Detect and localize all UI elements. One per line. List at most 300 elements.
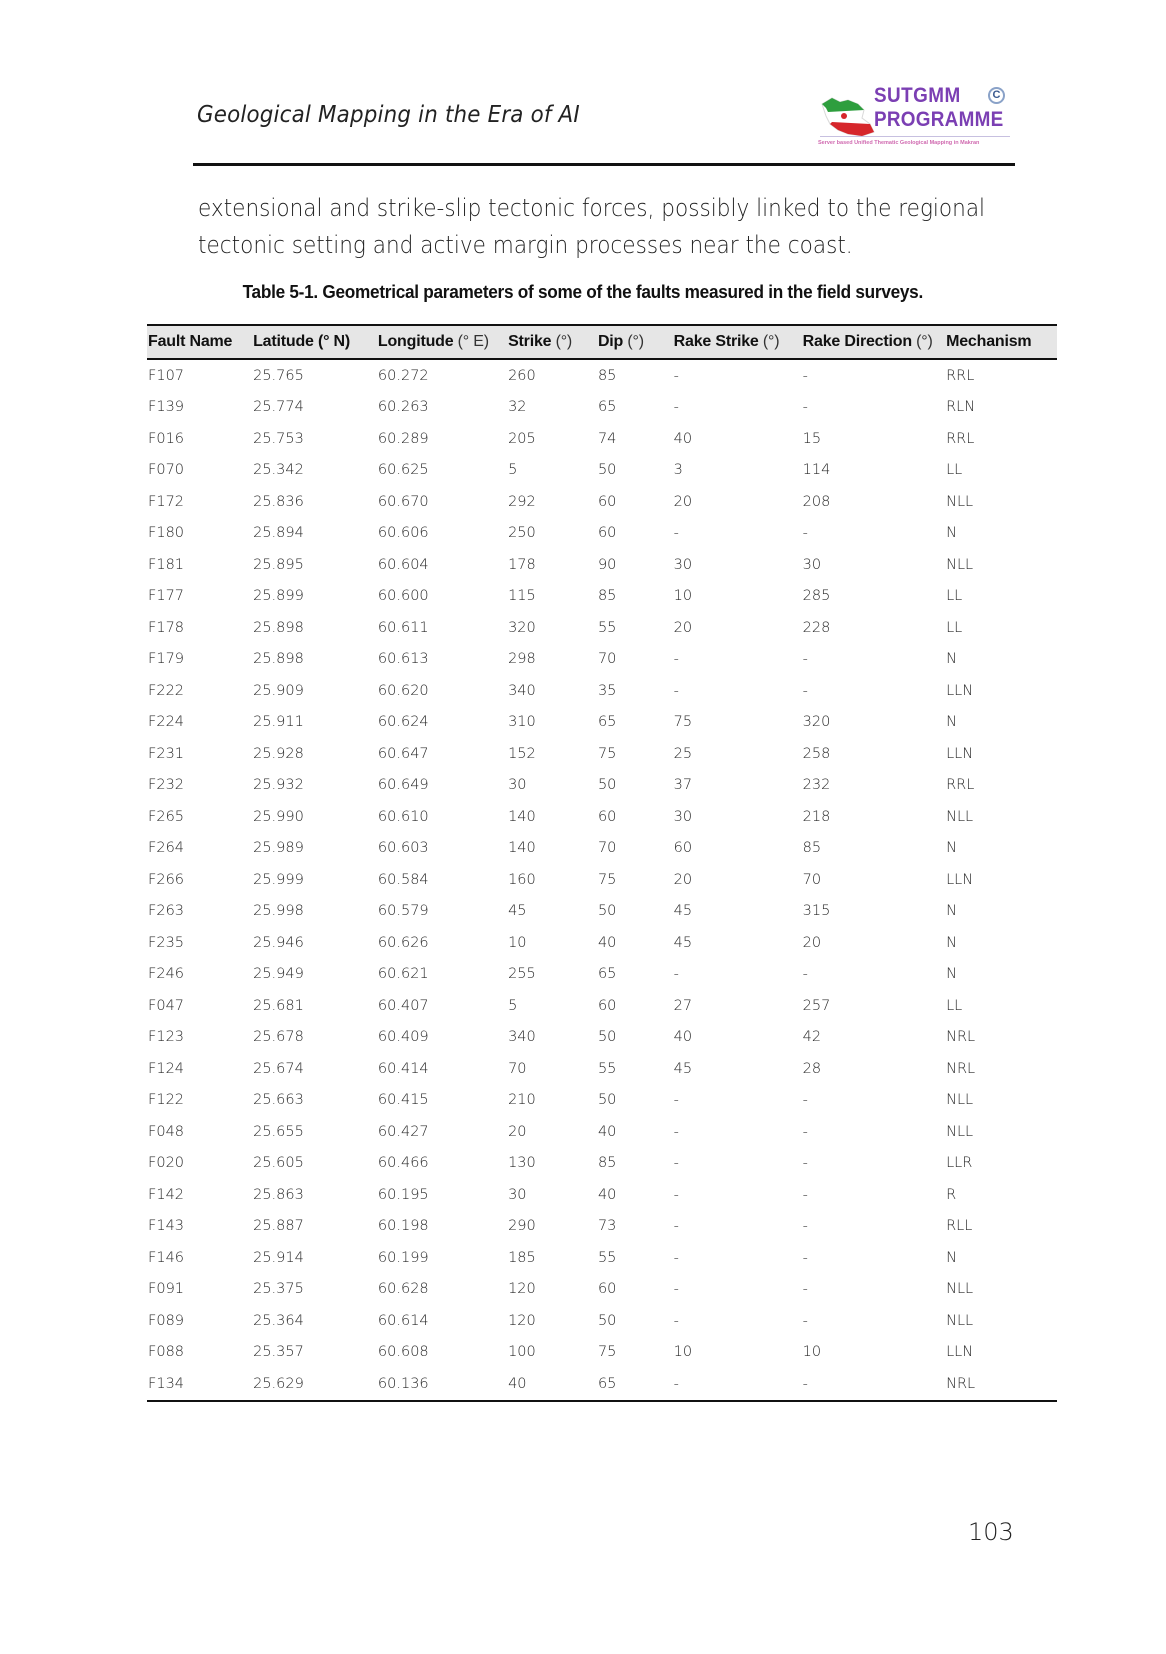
cell-longitude: 60.584 [377,871,429,888]
cell-dip: 60 [597,808,617,825]
cell-rake-direction: 15 [802,430,822,447]
cell-mechanism: NLL [946,493,974,510]
cell-latitude: 25.946 [253,934,304,951]
cell-rake-direction: - [802,1186,808,1203]
column-header: Mechanism [945,325,1057,359]
cell-mechanism: NLL [946,1123,974,1140]
cell-dip: 75 [597,745,617,762]
iran-flag-map-icon [818,94,876,138]
cell-strike: 10 [508,934,527,951]
cell-longitude: 60.647 [377,745,429,762]
cell-rake-strike: 20 [673,493,693,510]
cell-latitude: 25.898 [253,619,304,636]
cell-rake-direction: - [802,651,808,668]
cell-latitude: 25.914 [253,1249,304,1266]
cell-longitude: 60.136 [377,1368,507,1401]
cell-rake-direction: 315 [802,903,831,920]
table-row [147,675,1057,707]
cell-dip: 65 [597,1368,673,1401]
table-header-row [147,325,1057,359]
cell-latitude: 25.989 [253,840,304,857]
cell-fault-name: F235 [148,934,185,951]
cell-strike: 340 [508,682,536,699]
logo-tagline: Server based Unified Thematic Geological Mapping in Makran [818,140,980,146]
cell-rake-strike: 30 [673,808,693,825]
table-row [147,801,1057,833]
cell-fault-name: F088 [148,1344,185,1361]
cell-rake-strike: - [673,1249,679,1266]
cell-rake-strike: - [673,399,679,416]
cell-fault-name: F266 [148,871,185,888]
column-header: Longitude (° E) [377,325,507,359]
cell-rake-direction: - [802,1092,808,1109]
cell-fault-name: F123 [148,1029,185,1046]
table-row [147,359,1057,392]
cell-rake-strike: 40 [673,1029,693,1046]
cell-rake-strike: 45 [673,1060,693,1077]
logo-badge-icon: C [988,87,1005,104]
table-row [147,1022,1057,1054]
cell-longitude: 60.409 [377,1029,429,1046]
cell-mechanism: N [946,714,957,731]
cell-latitude: 25.895 [253,556,304,573]
cell-rake-strike: - [673,1092,679,1109]
cell-rake-direction: - [802,1155,808,1172]
cell-mechanism: N [946,966,957,983]
cell-strike: 140 [508,808,536,825]
cell-rake-strike: 37 [673,777,693,794]
cell-rake-direction: 114 [802,462,831,479]
cell-dip: 50 [597,903,617,920]
cell-rake-direction: - [802,1218,808,1235]
cell-mechanism: NLL [946,556,974,573]
cell-latitude: 25.765 [253,367,304,384]
cell-longitude: 60.613 [377,651,429,668]
cell-latitude: 25.629 [252,1368,377,1401]
table-body [147,359,1057,1401]
cell-rake-direction: 10 [802,1344,822,1361]
cell-longitude: 60.606 [377,525,429,542]
header-rule [193,163,1015,166]
cell-strike: 32 [508,399,527,416]
cell-fault-name: F263 [148,903,185,920]
cell-dip: 55 [597,619,617,636]
cell-mechanism: NLL [946,1312,974,1329]
cell-fault-name: F179 [148,651,185,668]
cell-rake-strike: 45 [673,903,693,920]
cell-latitude: 25.364 [253,1312,304,1329]
cell-mechanism: N [946,525,957,542]
cell-dip: 35 [597,682,617,699]
cell-fault-name: F178 [148,619,185,636]
cell-strike: 40 [507,1368,597,1401]
cell-latitude: 25.998 [253,903,304,920]
sutgmm-logo [818,84,1014,156]
cell-dip: 55 [597,1060,617,1077]
cell-latitude: 25.357 [253,1344,304,1361]
cell-strike: 178 [508,556,536,573]
cell-rake-strike: 10 [673,1344,693,1361]
cell-latitude: 25.836 [253,493,304,510]
cell-rake-direction: - [802,1123,808,1140]
cell-strike: 120 [508,1281,536,1298]
cell-fault-name: F180 [148,525,185,542]
cell-longitude: 60.198 [377,1218,429,1235]
cell-rake-direction: 258 [802,745,831,762]
cell-longitude: 60.427 [377,1123,429,1140]
column-header: Rake Direction (°) [802,325,945,359]
table-caption [0,281,1166,303]
cell-rake-direction: 28 [802,1060,822,1077]
cell-fault-name: F016 [148,430,185,447]
cell-latitude: 25.928 [253,745,304,762]
cell-rake-strike: - [673,1186,679,1203]
cell-strike: 20 [508,1123,527,1140]
cell-fault-name: F122 [148,1092,185,1109]
cell-longitude: 60.603 [377,840,429,857]
cell-dip: 70 [597,651,617,668]
cell-latitude: 25.899 [253,588,304,605]
cell-longitude: 60.626 [377,934,429,951]
cell-rake-direction: 30 [802,556,822,573]
cell-latitude: 25.999 [253,871,304,888]
running-title: Geological Mapping in the Era of AI [197,102,580,128]
cell-longitude: 60.199 [377,1249,429,1266]
cell-rake-strike: - [673,525,679,542]
cell-longitude: 60.628 [377,1281,429,1298]
cell-fault-name: F172 [148,493,185,510]
cell-strike: 250 [508,525,536,542]
body-paragraph [198,190,986,264]
cell-latitude: 25.932 [253,777,304,794]
cell-rake-direction: - [802,682,808,699]
cell-mechanism: LL [946,997,963,1014]
cell-rake-strike: - [673,966,679,983]
table-row [147,1085,1057,1117]
table-row [147,1368,1057,1401]
cell-rake-strike: - [673,1368,802,1401]
cell-rake-direction: 85 [802,840,822,857]
table-row [147,423,1057,455]
cell-dip: 60 [597,493,617,510]
cell-mechanism: RLL [946,1218,973,1235]
cell-rake-strike: 60 [673,840,693,857]
cell-latitude: 25.655 [253,1123,304,1140]
cell-mechanism: N [946,903,957,920]
cell-rake-direction: 20 [802,934,822,951]
cell-rake-direction: 257 [802,997,831,1014]
cell-dip: 60 [597,1281,617,1298]
cell-rake-direction: - [802,399,808,416]
cell-longitude: 60.272 [377,367,429,384]
cell-strike: 320 [508,619,536,636]
cell-rake-strike: - [673,1312,679,1329]
cell-rake-direction: - [802,367,808,384]
cell-fault-name: F246 [148,966,185,983]
table-row [147,896,1057,928]
cell-rake-strike: 20 [673,619,693,636]
column-header: Rake Strike (°) [673,325,802,359]
cell-latitude: 25.894 [253,525,304,542]
cell-dip: 85 [597,588,617,605]
cell-dip: 85 [597,1155,617,1172]
cell-dip: 75 [597,1344,617,1361]
cell-mechanism: LLN [946,682,974,699]
cell-fault-name: F047 [148,997,185,1014]
fault-parameters-table [147,324,1057,1402]
cell-strike: 45 [508,903,527,920]
cell-strike: 70 [508,1060,527,1077]
cell-fault-name: F181 [148,556,185,573]
cell-strike: 115 [508,588,536,605]
cell-longitude: 60.625 [377,462,429,479]
cell-strike: 140 [508,840,536,857]
cell-strike: 298 [508,651,536,668]
cell-rake-strike: - [673,1123,679,1140]
cell-fault-name: F224 [148,714,185,731]
cell-rake-direction: 320 [802,714,831,731]
cell-longitude: 60.610 [377,808,429,825]
cell-strike: 185 [508,1249,536,1266]
cell-dip: 50 [597,1312,617,1329]
cell-strike: 130 [508,1155,536,1172]
cell-latitude: 25.605 [253,1155,304,1172]
cell-dip: 74 [597,430,617,447]
cell-fault-name: F177 [148,588,185,605]
table-row [147,392,1057,424]
cell-rake-strike: 30 [673,556,693,573]
cell-dip: 50 [597,1092,617,1109]
cell-mechanism: N [946,1249,957,1266]
column-header: Dip (°) [597,325,673,359]
cell-dip: 65 [597,714,617,731]
cell-longitude: 60.466 [377,1155,429,1172]
cell-longitude: 60.263 [377,399,429,416]
cell-mechanism: R [946,1186,957,1203]
cell-dip: 50 [597,1029,617,1046]
cell-latitude: 25.753 [253,430,304,447]
cell-latitude: 25.678 [253,1029,304,1046]
table-row [147,612,1057,644]
cell-rake-direction: 218 [802,808,831,825]
cell-mechanism: LL [946,588,963,605]
cell-longitude: 60.620 [377,682,429,699]
cell-dip: 50 [597,777,617,794]
table-row [147,770,1057,802]
cell-dip: 40 [597,1123,617,1140]
table-row [147,1179,1057,1211]
cell-latitude: 25.774 [253,399,304,416]
table-row [147,486,1057,518]
cell-longitude: 60.289 [377,430,429,447]
cell-fault-name: F020 [148,1155,185,1172]
cell-rake-strike: 45 [673,934,693,951]
cell-mechanism: N [946,840,957,857]
cell-dip: 65 [597,399,617,416]
cell-latitude: 25.898 [253,651,304,668]
cell-dip: 50 [597,462,617,479]
table-row [147,644,1057,676]
cell-mechanism: RRL [946,367,975,384]
cell-latitude: 25.674 [253,1060,304,1077]
cell-dip: 73 [597,1218,617,1235]
table-row [147,1242,1057,1274]
cell-dip: 60 [597,525,617,542]
cell-mechanism: N [946,934,957,951]
cell-fault-name: F070 [148,462,185,479]
cell-rake-strike: - [673,367,679,384]
cell-rake-strike: 75 [673,714,693,731]
logo-line2: PROGRAMME [874,108,1004,131]
page-number: 103 [968,1518,1014,1546]
cell-rake-strike: 20 [673,871,693,888]
cell-strike: 5 [508,997,518,1014]
paragraph-line: extensional and strike-slip tectonic forces, possibly linked to the regional [198,194,986,222]
table-row [147,1337,1057,1369]
cell-strike: 255 [508,966,536,983]
cell-longitude: 60.195 [377,1186,429,1203]
table-row [147,1116,1057,1148]
cell-rake-strike: - [673,682,679,699]
table-row [147,549,1057,581]
cell-mechanism: NLL [946,808,974,825]
cell-longitude: 60.611 [377,619,429,636]
paragraph-line: tectonic setting and active margin processes near the coast. [198,231,853,259]
cell-latitude: 25.990 [253,808,304,825]
cell-dip: 75 [597,871,617,888]
cell-fault-name: F231 [148,745,185,762]
cell-rake-strike: 10 [673,588,693,605]
cell-rake-direction: - [802,1281,808,1298]
cell-dip: 65 [597,966,617,983]
cell-fault-name: F139 [148,399,185,416]
cell-rake-direction: 232 [802,777,831,794]
cell-longitude: 60.407 [377,997,429,1014]
cell-fault-name: F089 [148,1312,185,1329]
cell-fault-name: F124 [148,1060,185,1077]
cell-dip: 55 [597,1249,617,1266]
column-header: Fault Name [147,325,252,359]
cell-strike: 160 [508,871,536,888]
cell-rake-direction: 208 [802,493,831,510]
cell-rake-direction: - [802,525,808,542]
cell-dip: 70 [597,840,617,857]
cell-mechanism: RLN [946,399,976,416]
cell-fault-name: F264 [148,840,185,857]
cell-latitude: 25.911 [253,714,304,731]
cell-fault-name: F134 [147,1368,252,1401]
cell-mechanism: NRL [946,1060,976,1077]
cell-rake-strike: - [673,1155,679,1172]
cell-dip: 85 [597,367,617,384]
cell-mechanism: LLN [946,1344,974,1361]
cell-longitude: 60.579 [377,903,429,920]
cell-mechanism: LL [946,619,963,636]
cell-mechanism: NRL [946,1029,976,1046]
cell-strike: 290 [508,1218,536,1235]
cell-strike: 152 [508,745,536,762]
cell-rake-direction: 42 [802,1029,822,1046]
cell-mechanism: LLN [946,871,974,888]
cell-latitude: 25.909 [253,682,304,699]
cell-fault-name: F048 [148,1123,185,1140]
cell-rake-strike: 25 [673,745,693,762]
cell-rake-strike: - [673,1281,679,1298]
cell-rake-direction: - [802,966,808,983]
cell-fault-name: F143 [148,1218,185,1235]
cell-strike: 30 [508,1186,527,1203]
table-row [147,833,1057,865]
table-row [147,864,1057,896]
cell-dip: 60 [597,997,617,1014]
table-row [147,1148,1057,1180]
cell-longitude: 60.614 [377,1312,429,1329]
cell-mechanism: LL [946,462,963,479]
cell-strike: 260 [508,367,536,384]
cell-rake-direction: - [802,1312,808,1329]
cell-latitude: 25.887 [253,1218,304,1235]
cell-longitude: 60.414 [377,1060,429,1077]
cell-mechanism: LLN [946,745,974,762]
cell-latitude: 25.663 [253,1092,304,1109]
logo-line1: SUTGMM [874,84,961,107]
cell-longitude: 60.621 [377,966,429,983]
cell-rake-strike: 27 [673,997,693,1014]
table-row [147,518,1057,550]
cell-fault-name: F265 [148,808,185,825]
cell-rake-direction: 70 [802,871,822,888]
cell-strike: 310 [508,714,536,731]
cell-rake-direction: - [802,1249,808,1266]
cell-rake-strike: 3 [673,462,683,479]
cell-mechanism: NLL [946,1092,974,1109]
table-row [147,927,1057,959]
cell-rake-strike: - [673,1218,679,1235]
cell-longitude: 60.415 [377,1092,429,1109]
cell-mechanism: RRL [946,430,975,447]
table-row [147,990,1057,1022]
cell-strike: 205 [508,430,536,447]
cell-dip: 90 [597,556,617,573]
cell-dip: 40 [597,1186,617,1203]
cell-dip: 40 [597,934,617,951]
column-header: Latitude (° N) [252,325,377,359]
cell-rake-strike: - [673,651,679,668]
cell-fault-name: F232 [148,777,185,794]
table-row [147,1305,1057,1337]
table-row [147,1274,1057,1306]
cell-fault-name: F222 [148,682,185,699]
table-row [147,581,1057,613]
cell-mechanism: NRL [945,1368,1057,1401]
table-row [147,455,1057,487]
table-caption-text: Table 5-1. Geometrical parameters of some of the faults measured in the field surveys. [242,281,924,302]
cell-rake-strike: 40 [673,430,693,447]
cell-longitude: 60.624 [377,714,429,731]
cell-mechanism: N [946,651,957,668]
cell-latitude: 25.342 [253,462,304,479]
table-row [147,1053,1057,1085]
cell-latitude: 25.863 [253,1186,304,1203]
cell-strike: 30 [508,777,527,794]
cell-longitude: 60.608 [377,1344,429,1361]
cell-mechanism: NLL [946,1281,974,1298]
cell-strike: 5 [508,462,518,479]
cell-mechanism: RRL [946,777,975,794]
cell-longitude: 60.604 [377,556,429,573]
cell-strike: 292 [508,493,536,510]
table-row [147,738,1057,770]
